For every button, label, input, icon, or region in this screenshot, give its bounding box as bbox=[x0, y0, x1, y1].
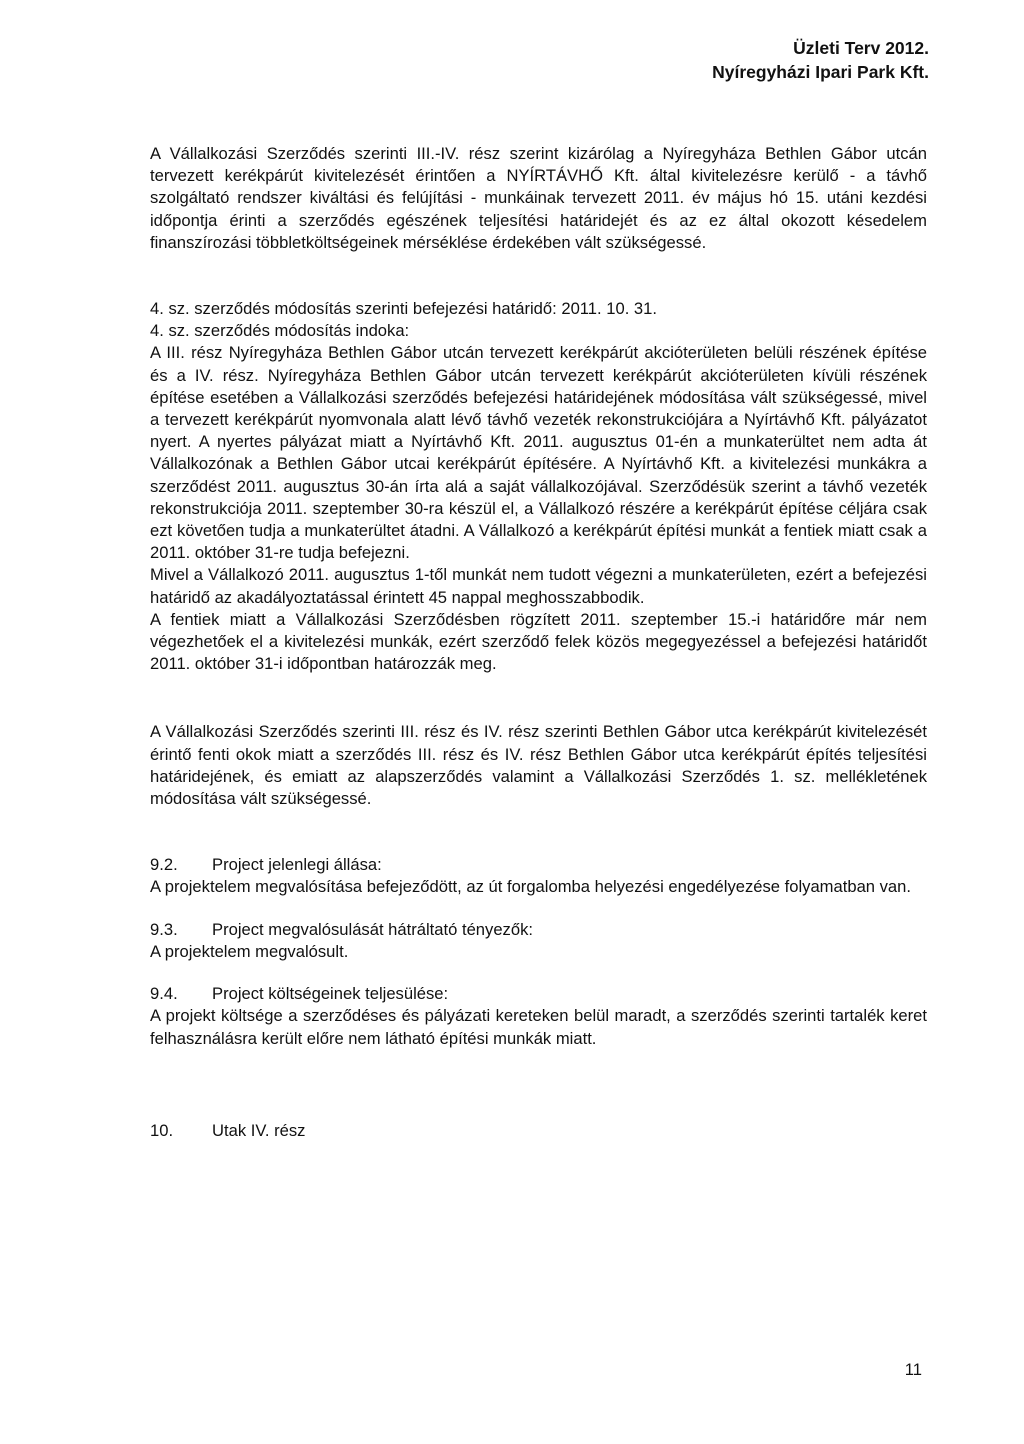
section-number: 10. bbox=[150, 1120, 174, 1140]
section-heading-9-4 bbox=[150, 983, 927, 1005]
section-title: Utak IV. rész bbox=[212, 1120, 306, 1140]
paragraph-intro: A Vállalkozási Szerződés szerinti III.-IV. rész szerint kizárólag a Nyíregyháza Bethlen Gábor utcán tervezett kerékpárút kivitelezését érintően a NYÍRTÁVHŐ Kft. által kivitelezésre kerülő - a távhő szolgáltató rendszer kiváltási és felújítási - munkáinak tervezett 2011. év május hó 15. utáni kezdési időpontja érinti a szerződés egészének teljesítési határidejét és az ez által okozott késedelem finanszírozási többletköltségeinek mérséklése érdekében vált szükségessé. bbox=[150, 144, 927, 252]
page-number: 11 bbox=[904, 1360, 922, 1379]
section-heading-9-3 bbox=[150, 919, 927, 941]
paragraph-reason: A III. rész Nyíregyháza Bethlen Gábor utcán tervezett kerékpárút akcióterületen belüli részének építése és a IV. rész. Nyíregyháza Bethlen Gábor utcán tervezett kerékpárút akcióterületen kívüli részének építése esetében a Vállalkozási szerződés befejezési határidejének módosítása vált szükségessé, mivel a tervezett kerékpárút nyomvonala alatt lévő távhő vezeték rekonstrukciójára a Nyírtávhő Kft. pályázatot nyert. A nyertes pályázat miatt a Nyírtávhő Kft. 2011. augusztus 01-én a munkaterültet nem adta át Vállalkozónak a Bethlen Gábor utcai kerékpárút építésére. A Nyírtávhő Kft. a kivitelezési munkákra a szerződést 2011. augusztus 30-án írta alá a saját vállalkozójával. Szerződésük szerint a távhő vezeték rekonstrukciója 2011. szeptember 30-ra készül el, a Vállalkozó részére a kerékpárút építése céljára csak ezt követően tudja a munkaterültet átadni. A Vállalkozó a kerékpárút építési munkát a fentiek miatt csak a 2011. október 31-re tudja befejezni. bbox=[150, 343, 927, 563]
modification-reason-label: 4. sz. szerződés módosítás indoka: bbox=[150, 321, 410, 341]
section-heading-10 bbox=[150, 1120, 927, 1142]
section-heading-9-2 bbox=[150, 854, 927, 876]
section-title: Project költségeinek teljesülése: bbox=[212, 984, 449, 1004]
section-title: Project jelenlegi állása: bbox=[212, 855, 382, 875]
section-body-9-4: A projekt költsége a szerződéses és pályázati kereteken belül maradt, a szerződés szerinti tartalék keret felhasználásra került előre nem látható építési munkák miatt. bbox=[150, 1006, 927, 1048]
document-body bbox=[150, 143, 927, 1142]
section-body-9-2: A projektelem megvalósítása befejeződött, az út forgalomba helyezési engedélyezése folyamatban van. bbox=[150, 877, 912, 897]
paragraph-summary: A Vállalkozási Szerződés szerinti III. rész és IV. rész szerinti Bethlen Gábor utca kerékpárút kivitelezését érintő fenti okok miatt a szerződés III. rész és IV. rész Bethlen Gábor utca kerékpárút építés teljesítési határidejének, és emiatt az alapszerződés valamint a Vállalkozási Szerződés 1. sz. mellékletének módosítása vált szükségessé. bbox=[150, 722, 927, 809]
modification-deadline: 4. sz. szerződés módosítás szerinti befejezési határidő: 2011. 10. 31. bbox=[150, 299, 658, 319]
page-header bbox=[712, 36, 929, 84]
section-title: Project megvalósulását hátráltató tényezők: bbox=[212, 919, 533, 939]
section-number: 9.3. bbox=[150, 919, 178, 939]
header-company: Nyíregyházi Ipari Park Kft. bbox=[712, 62, 929, 82]
section-body-9-3: A projektelem megvalósult. bbox=[150, 941, 349, 961]
paragraph-extension: Mivel a Vállalkozó 2011. augusztus 1-től munkát nem tudott végezni a munkaterületen, ezért a befejezési határidő az akadályoztatással érintett 45 nappal meghosszabbodik. bbox=[150, 565, 927, 607]
section-number: 9.4. bbox=[150, 984, 178, 1004]
header-title: Üzleti Terv 2012. bbox=[793, 38, 929, 58]
paragraph-deadline: A fentiek miatt a Vállalkozási Szerződésben rögzített 2011. szeptember 15.-i határidőre már nem végezhetőek el a kivitelezési munkák, ezért szerződő felek közös megegyezéssel a befejezési határidőt 2011. október 31-i időpontban határozzák meg. bbox=[150, 609, 927, 674]
section-number: 9.2. bbox=[150, 855, 178, 875]
